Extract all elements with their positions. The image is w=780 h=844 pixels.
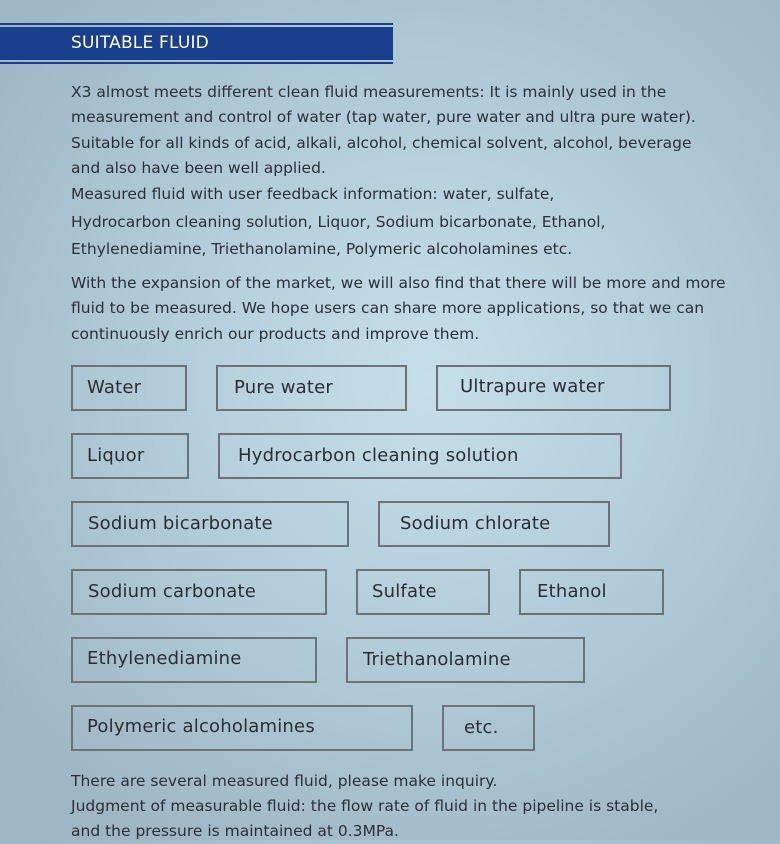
feedback-line: Ethylenediamine, Triethanolamine, Polymeric alcoholamines etc. (71, 240, 573, 258)
feedback-line: Measured fluid with user feedback information: water, sulfate, (71, 185, 555, 203)
footer-line: Judgment of measurable fluid: the flow rate of fluid in the pipeline is stable, (71, 797, 659, 815)
expansion-paragraph (71, 271, 751, 347)
fluid-chip-ethylenediamine: Ethylenediamine (71, 637, 317, 683)
expansion-line: With the expansion of the market, we will also find that there will be more and more (71, 274, 726, 292)
footer-paragraph (71, 769, 751, 844)
fluid-chip-ultrapure-water: Ultrapure water (436, 365, 671, 411)
fluid-chip-triethanolamine: Triethanolamine (346, 637, 585, 683)
fluid-chip-ethanol: Ethanol (519, 569, 664, 615)
fluid-chip-sodium-bicarbonate: Sodium bicarbonate (71, 501, 349, 547)
section-title: SUITABLE FLUID (0, 27, 393, 60)
fluid-chip-pure-water: Pure water (216, 365, 407, 411)
expansion-line: fluid to be measured. We hope users can share more applications, so that we can (71, 299, 705, 318)
fluid-chip-hydrocarbon-cleaning-solution: Hydrocarbon cleaning solution (218, 433, 622, 479)
feedback-line: Hydrocarbon cleaning solution, Liquor, Sodium bicarbonate, Ethanol, (71, 212, 606, 231)
fluid-chip-polymeric-alcoholamines: Polymeric alcoholamines (71, 705, 413, 751)
intro-line: and also have been well applied. (71, 158, 326, 177)
footer-line: and the pressure is maintained at 0.3MPa. (71, 822, 399, 840)
fluid-chip-water: Water (71, 365, 187, 411)
intro-line: measurement and control of water (tap water, pure water and ultra pure water). (71, 108, 696, 127)
feedback-paragraph (71, 181, 751, 264)
intro-line: X3 almost meets different clean fluid measurements: It is mainly used in the (71, 83, 667, 101)
fluid-chip-liquor: Liquor (71, 433, 189, 479)
expansion-line: continuously enrich our products and improve them. (71, 324, 480, 343)
section-title-bar (0, 23, 393, 64)
intro-line: Suitable for all kinds of acid, alkali, alcohol, chemical solvent, alcohol, beverage (71, 133, 692, 152)
fluid-chip-sodium-chlorate: Sodium chlorate (378, 501, 610, 547)
footer-line: There are several measured fluid, please make inquiry. (71, 772, 498, 790)
fluid-chip-etc: etc. (442, 705, 535, 751)
fluid-chip-sulfate: Sulfate (356, 569, 490, 615)
intro-paragraph (71, 80, 751, 181)
fluid-chip-sodium-carbonate: Sodium carbonate (71, 569, 327, 615)
